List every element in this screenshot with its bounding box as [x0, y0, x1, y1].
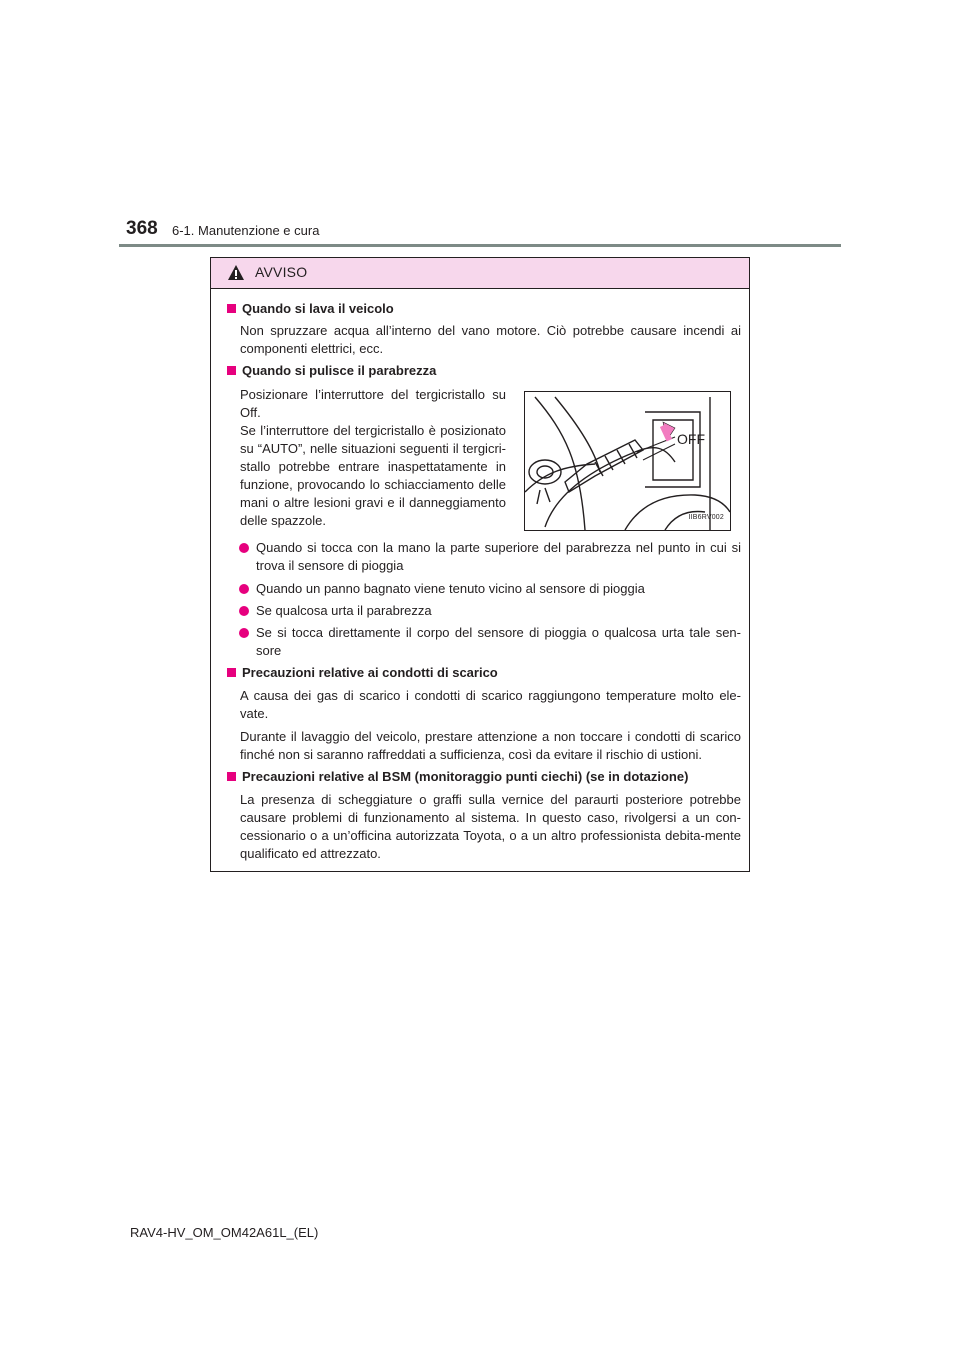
section-heading: Quando si pulisce il parabrezza	[227, 362, 436, 380]
paragraph: Non spruzzare acqua all’interno del vano motore. Ciò potrebbe causare incendi ai componenti elettrici, ecc.	[240, 323, 741, 356]
warning-header	[211, 258, 749, 289]
square-bullet-icon	[227, 304, 236, 313]
paragraph: Posizionare l’interruttore del tergicristallo su Off.	[240, 387, 506, 420]
round-bullet-icon	[239, 628, 249, 638]
round-bullet-icon	[239, 606, 249, 616]
wiper-switch-figure	[524, 391, 731, 531]
section-heading: Quando si lava il veicolo	[227, 300, 394, 318]
figure-code: IIB6RV002	[688, 514, 724, 521]
warning-triangle-icon	[227, 264, 245, 282]
square-bullet-icon	[227, 366, 236, 375]
section-heading: Precauzioni relative ai condotti di scarico	[227, 664, 498, 682]
warning-title: AVVISO	[255, 264, 308, 280]
paragraph: A causa dei gas di scarico i condotti di scarico raggiungono temperature molto ele-vate.	[240, 688, 741, 721]
paragraph: Durante il lavaggio del veicolo, prestare attenzione a non toccare i condotti di scarico finché non si saranno raffreddati a sufficienza, così da evitare il rischio di ustioni.	[240, 729, 741, 762]
off-label: OFF	[677, 431, 705, 447]
document-code: RAV4-HV_OM_OM42A61L_(EL)	[130, 1225, 319, 1240]
section-title: 6-1. Manutenzione e cura	[172, 223, 320, 238]
section-heading: Precauzioni relative al BSM (monitoraggio punti ciechi) (se in dotazione)	[227, 768, 688, 786]
warning-box: AVVISO Quando si lava il veicolo Non spruzzare acqua all’interno del vano motore. Ciò potrebbe causare incendi ai componenti elettrici, ecc. Quando si pulisce il parabrezza Posizionare l’interruttore del tergicristallo su Off. Se l’interruttore del tergicristallo è posizionato su “AUTO”, nelle situazioni seguenti il tergicri-stallo potrebbe entrare inaspettatamente in funzione, provocando lo schiacciamento delle mani o altre lesioni gravi e il danneggiamento delle spazzole. OFF IIB6RV002 Quando si tocca con la mano la parte superiore del parabrezza nel punto in cui si trova il sensore di pioggia Quando un panno bagnato viene tenuto vicino al sensore di pioggia Se qualcosa urta il parabrezza Se si tocca direttamente il corpo del sensore di pioggia o qualcosa urta tale sen-sore Precauzioni relative ai condotti di scarico A causa dei gas di scarico i condotti di scarico raggiungono temperature molto ele-vate. Durante il lavaggio del veicolo, prestare attenzione a non toccare i condotti di scarico finché non si saranno raffreddati a sufficienza, così da evitare il rischio di ustioni. Precauzioni relative al BSM (monitoraggio punti ciechi) (se in dotazione) La presenza di scheggiature o graffi sulla vernice del paraurti posteriore potrebbe causare problemi di funzionamento al sistema. In questo caso, rivolgersi a un con-cessionario o a un’officina autorizzata Toyota, o a un altro professionista debita-mente qualificato ed attrezzato.	[210, 257, 750, 872]
page-number: 368	[126, 218, 158, 239]
round-bullet-icon	[239, 543, 249, 553]
square-bullet-icon	[227, 668, 236, 677]
square-bullet-icon	[227, 772, 236, 781]
paragraph: Se l’interruttore del tergicristallo è posizionato su “AUTO”, nelle situazioni seguenti il tergicri-stallo potrebbe entrare inaspettatamente in funzione, provocando lo schiacciamento delle mani o altre lesioni gravi e il danneggiamento delle spazzole.	[240, 423, 506, 528]
paragraph: La presenza di scheggiature o graffi sulla vernice del paraurti posteriore potrebbe causare problemi di funzionamento al sistema. In questo caso, rivolgersi a un con-cessionario o a un’officina autorizzata Toyota, o a un altro professionista debita-mente qualificato ed attrezzato.	[240, 792, 741, 861]
header-rule	[119, 244, 841, 247]
round-bullet-icon	[239, 584, 249, 594]
